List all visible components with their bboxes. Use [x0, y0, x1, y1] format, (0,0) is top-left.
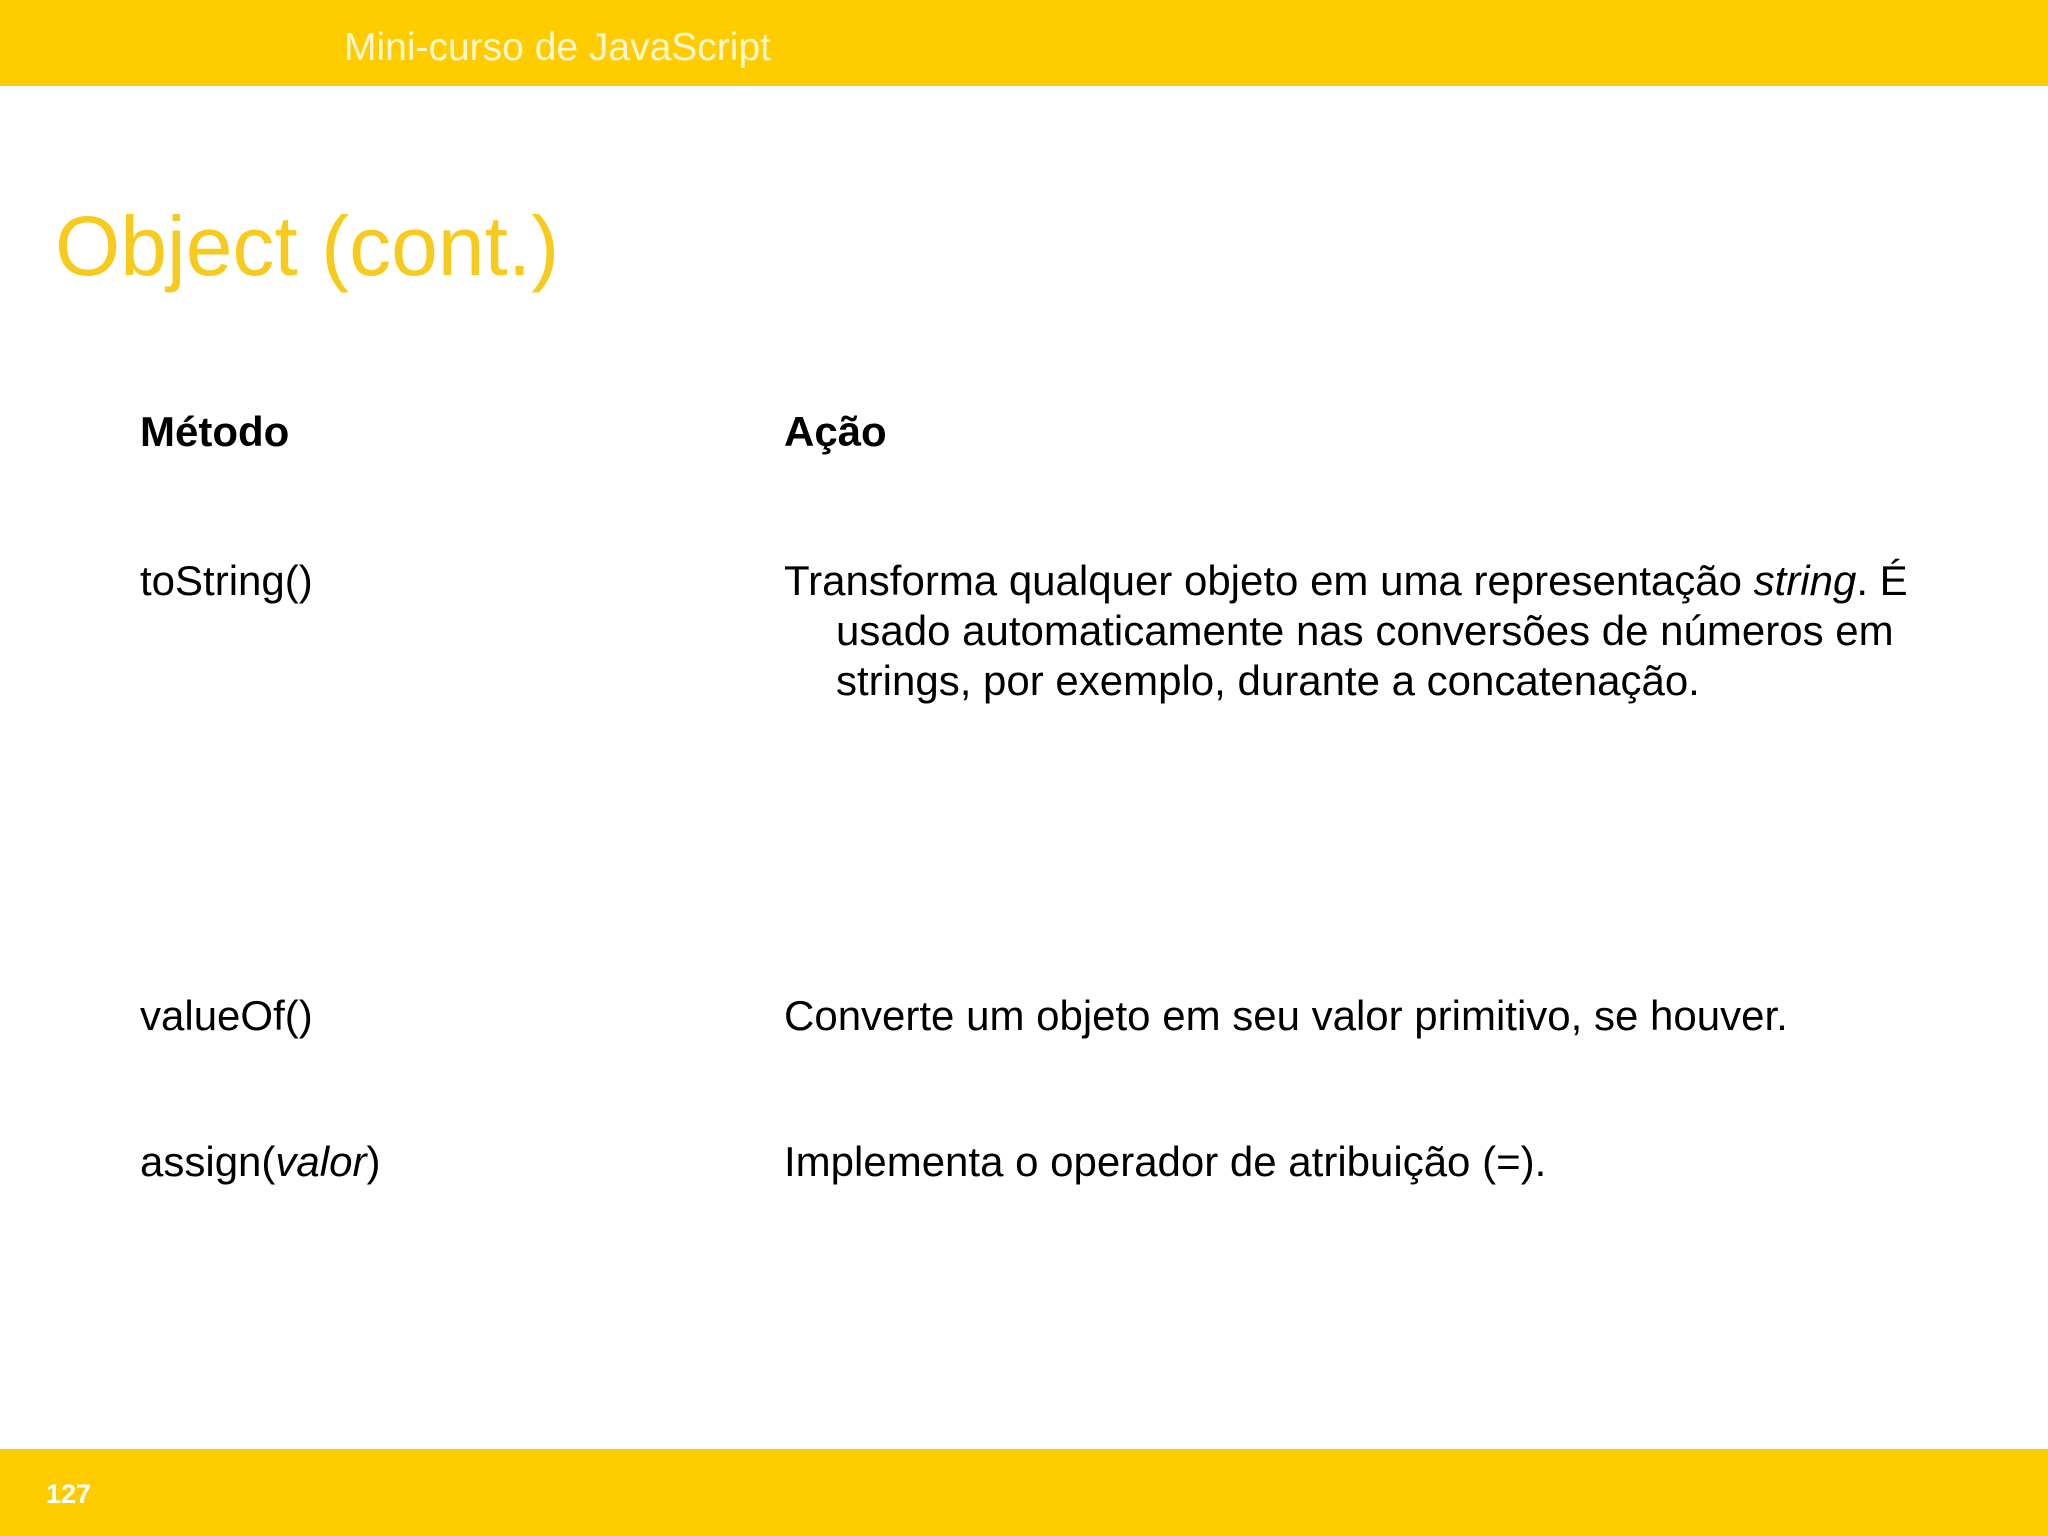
action-text-line1: Transforma qualquer objeto em uma representação	[784, 557, 1742, 604]
action-text-rest: . É usado automaticamente nas conversões de números em strings, por exemplo, durante a concatenação.	[836, 557, 1908, 704]
method-suffix: )	[366, 1138, 381, 1185]
action-cell: Converte um objeto em seu valor primitivo, se houver.	[784, 992, 1788, 1039]
course-title: Mini-curso de JavaScript	[344, 26, 771, 69]
action-cell: Implementa o operador de atribuição (=).	[784, 1138, 1547, 1185]
page-number: 127	[46, 1479, 92, 1509]
method-prefix: assign(	[140, 1138, 276, 1185]
method-cell: toString()	[140, 557, 313, 604]
column-header-action: Ação	[784, 408, 887, 455]
top-bar	[0, 0, 2048, 86]
method-cell: valueOf()	[140, 992, 313, 1039]
slide-title: Object (cont.)	[55, 199, 560, 293]
method-param: valor	[275, 1138, 367, 1185]
action-italic-term: string	[1753, 557, 1857, 604]
action-cell	[784, 556, 1996, 706]
bottom-bar	[0, 1449, 2048, 1536]
method-cell	[140, 1137, 380, 1187]
column-header-method: Método	[140, 408, 290, 455]
